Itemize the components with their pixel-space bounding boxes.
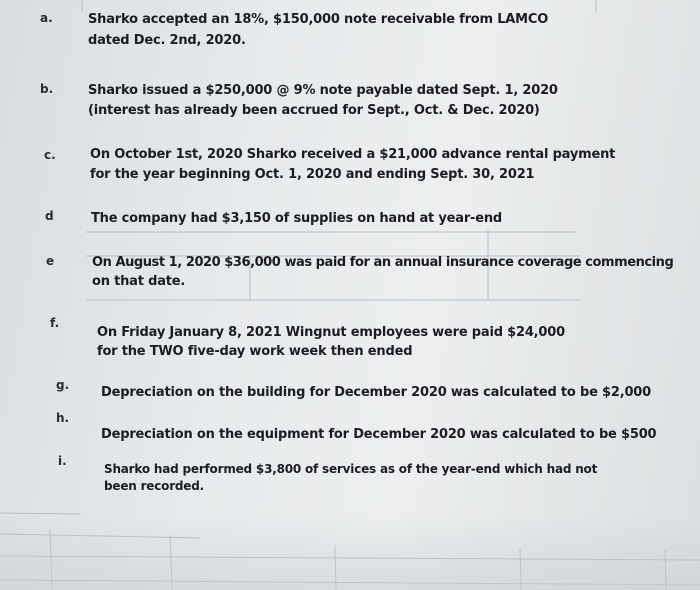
item-line: (interest has already been accrued for Sept., Oct. & Dec. 2020) (88, 103, 540, 118)
item-line: The company had $3,150 of supplies on hand at year-end (91, 211, 503, 226)
item-letter: e (46, 254, 55, 268)
item-letter: h. (56, 411, 70, 425)
item-line: Sharko had performed $3,800 of services as of the year-end which had not (104, 462, 598, 476)
item-letter: g. (56, 378, 70, 392)
item-line: On August 1, 2020 $36,000 was paid for an annual insurance coverage commencing (92, 255, 674, 270)
item-letter: b. (40, 82, 54, 96)
item-letter: i. (58, 454, 67, 468)
item-line: on that date. (92, 274, 186, 289)
item-letter: f. (50, 316, 60, 330)
item-line: Depreciation on the building for December 2020 was calculated to be $2,000 (101, 385, 651, 400)
item-line: On October 1st, 2020 Sharko received a $21,000 advance rental payment (90, 147, 616, 162)
item-line: Sharko issued a $250,000 @ 9% note payable dated Sept. 1, 2020 (88, 83, 558, 98)
item-line: Depreciation on the equipment for December 2020 was calculated to be $500 (101, 427, 657, 442)
item-line: On Friday January 8, 2021 Wingnut employees were paid $24,000 (97, 325, 565, 340)
page-shadow (0, 515, 700, 590)
item-letter: a. (40, 11, 53, 25)
item-line: for the year beginning Oct. 1, 2020 and ending Sept. 30, 2021 (90, 167, 535, 182)
item-line: for the TWO five-day work week then ended (97, 344, 413, 359)
item-line: dated Dec. 2nd, 2020. (88, 33, 246, 48)
item-line: Sharko accepted an 18%, $150,000 note receivable from LAMCO (88, 12, 549, 27)
item-letter: c. (44, 148, 56, 162)
item-letter: d (45, 209, 54, 223)
item-line: been recorded. (104, 479, 204, 493)
